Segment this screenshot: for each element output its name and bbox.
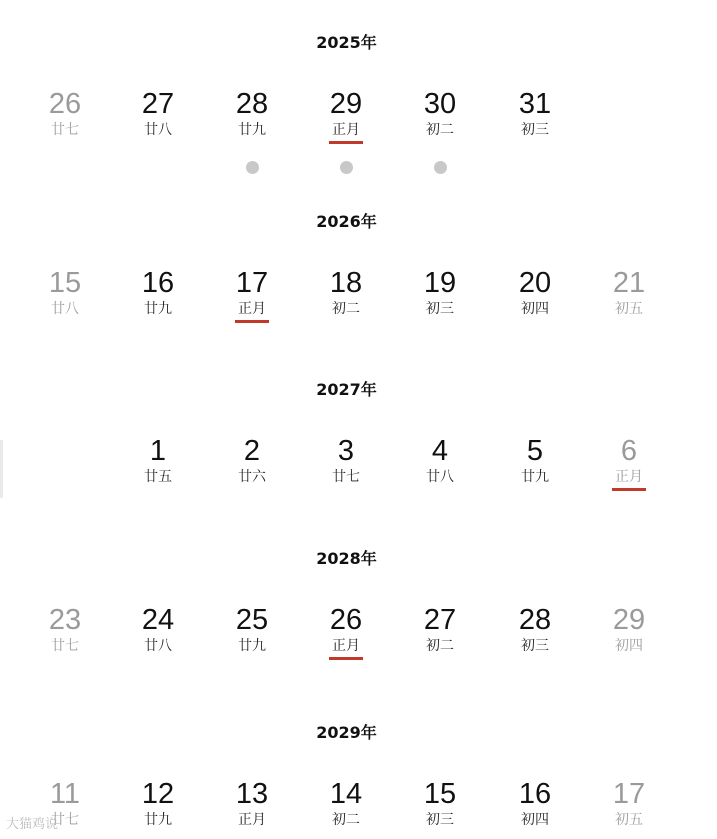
day-cell[interactable] (212, 267, 292, 318)
scroll-edge-indicator (0, 440, 3, 498)
day-cell[interactable] (400, 435, 480, 486)
day-number: 26 (48, 88, 82, 120)
day-cell[interactable] (400, 267, 480, 318)
lunar-date: 廿六 (238, 469, 266, 485)
day-number: 27 (423, 604, 457, 636)
lunar-date: 正月 (238, 301, 266, 317)
day-number: 19 (423, 267, 457, 299)
event-dot (340, 161, 353, 174)
day-number: 28 (235, 88, 269, 120)
lunar-date: 初二 (426, 122, 454, 138)
day-cell[interactable] (495, 778, 575, 829)
year-heading: 2027年 (316, 380, 377, 399)
event-dot (434, 161, 447, 174)
day-number: 17 (612, 778, 646, 810)
lunar-date: 初五 (615, 301, 643, 317)
day-number: 17 (235, 267, 269, 299)
festival-underline (235, 320, 269, 323)
day-number: 15 (423, 778, 457, 810)
watermark: 大猫鸡说 (6, 817, 59, 832)
lunar-date: 初四 (615, 638, 643, 654)
day-cell[interactable] (25, 88, 105, 139)
lunar-date: 廿九 (144, 301, 172, 317)
day-cell[interactable] (25, 267, 105, 318)
lunar-date: 正月 (238, 812, 266, 828)
day-cell[interactable] (495, 604, 575, 655)
lunar-date: 廿七 (51, 638, 79, 654)
lunar-date: 初三 (521, 122, 549, 138)
lunar-date: 初二 (332, 301, 360, 317)
day-number: 21 (612, 267, 646, 299)
day-number: 11 (49, 778, 81, 810)
day-cell[interactable] (306, 604, 386, 655)
lunar-date: 廿七 (332, 469, 360, 485)
lunar-date: 廿八 (51, 301, 79, 317)
year-heading: 2028年 (316, 549, 377, 568)
lunar-date: 正月 (615, 469, 643, 485)
lunar-date: 廿九 (238, 122, 266, 138)
day-number: 4 (431, 435, 449, 467)
day-number: 15 (48, 267, 82, 299)
day-number: 16 (141, 267, 175, 299)
day-number: 13 (235, 778, 269, 810)
lunar-date: 廿九 (144, 812, 172, 828)
day-number: 27 (141, 88, 175, 120)
day-cell[interactable] (25, 604, 105, 655)
day-cell[interactable] (495, 88, 575, 139)
day-cell[interactable] (589, 267, 669, 318)
lunar-date: 初四 (521, 301, 549, 317)
day-number: 31 (518, 88, 552, 120)
lunar-date: 初三 (426, 301, 454, 317)
day-cell[interactable] (400, 88, 480, 139)
day-cell[interactable] (118, 435, 198, 486)
day-cell[interactable] (306, 88, 386, 139)
lunar-date: 初二 (332, 812, 360, 828)
lunar-date: 初五 (615, 812, 643, 828)
day-number: 25 (235, 604, 269, 636)
lunar-date: 廿九 (521, 469, 549, 485)
lunar-date: 初二 (426, 638, 454, 654)
lunar-date: 初三 (426, 812, 454, 828)
day-number: 14 (329, 778, 363, 810)
day-number: 30 (423, 88, 457, 120)
day-number: 23 (48, 604, 82, 636)
festival-underline (329, 141, 363, 144)
day-number: 20 (518, 267, 552, 299)
festival-underline (612, 488, 646, 491)
day-cell[interactable] (306, 435, 386, 486)
day-cell[interactable] (212, 604, 292, 655)
day-number: 12 (141, 778, 175, 810)
lunar-date: 廿七 (51, 812, 79, 828)
year-heading: 2025年 (316, 33, 377, 52)
lunar-date: 廿八 (144, 122, 172, 138)
lunar-date: 廿八 (426, 469, 454, 485)
day-cell[interactable] (118, 604, 198, 655)
day-number: 16 (518, 778, 552, 810)
day-cell[interactable] (212, 778, 292, 829)
day-cell[interactable] (589, 778, 669, 829)
day-cell[interactable] (212, 435, 292, 486)
day-number: 28 (518, 604, 552, 636)
day-cell[interactable] (212, 88, 292, 139)
lunar-date: 廿九 (238, 638, 266, 654)
day-cell[interactable] (589, 435, 669, 486)
lunar-date: 廿五 (144, 469, 172, 485)
day-cell[interactable] (400, 778, 480, 829)
day-cell[interactable] (400, 604, 480, 655)
day-number: 1 (149, 435, 167, 467)
day-cell[interactable] (495, 435, 575, 486)
day-number: 6 (620, 435, 638, 467)
lunar-date: 正月 (332, 122, 360, 138)
day-number: 26 (329, 604, 363, 636)
day-cell[interactable] (495, 267, 575, 318)
lunar-date: 正月 (332, 638, 360, 654)
day-number: 24 (141, 604, 175, 636)
day-number: 29 (612, 604, 646, 636)
lunar-date: 初三 (521, 638, 549, 654)
day-cell[interactable] (589, 604, 669, 655)
day-number: 5 (526, 435, 544, 467)
lunar-date: 廿八 (144, 638, 172, 654)
day-cell[interactable] (118, 778, 198, 829)
event-dot (246, 161, 259, 174)
day-cell[interactable] (118, 267, 198, 318)
festival-underline (329, 657, 363, 660)
day-cell[interactable] (306, 778, 386, 829)
day-number: 3 (337, 435, 355, 467)
day-number: 29 (329, 88, 363, 120)
year-heading: 2026年 (316, 212, 377, 231)
lunar-date: 初四 (521, 812, 549, 828)
day-number: 18 (329, 267, 363, 299)
lunar-date: 廿七 (51, 122, 79, 138)
year-heading: 2029年 (316, 723, 377, 742)
day-cell[interactable] (118, 88, 198, 139)
day-number: 2 (243, 435, 261, 467)
day-cell[interactable] (306, 267, 386, 318)
